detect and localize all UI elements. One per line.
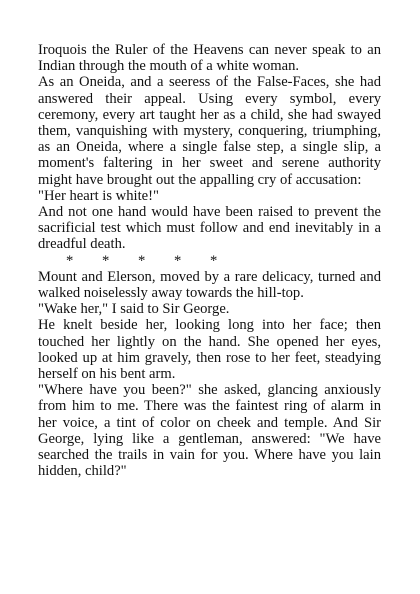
paragraph-wake-her: "Wake her," I said to Sir George. (38, 301, 230, 318)
section-break-star: * (66, 252, 74, 269)
paragraph-mount-and-elerson: Mount and Elerson, moved by a rare delicacy, turned and walked noiselessly away towards the hill-top. (38, 268, 381, 302)
paragraph-oneida-seeress: As an Oneida, and a seeress of the False-Faces, she had answered their appeal. Using every symbol, every ceremony, every art taught her as a child, she had swayed them, vanquishing with mystery, conquering, triumphing, as an Oneida, where a single false step, a single slip, a moment's faltering in her sweet and serene authority might have brought out the appalling cry of accusation: (38, 74, 381, 188)
section-break (38, 253, 381, 269)
paragraph-her-heart-is-white: "Her heart is white!" (38, 187, 159, 204)
book-page (38, 42, 381, 479)
paragraph-knelt-beside-her: He knelt beside her, looking long into her face; then touched her lightly on the hand. She opened her eyes, looked up at him gravely, then rose to her feet, steadying herself on his bent arm. (38, 317, 381, 383)
section-break-star: * (174, 252, 182, 269)
paragraph-where-have-you-been: "Where have you been?" she asked, glancing anxiously from him to me. There was the faintest ring of alarm in her voice, a tint of color on cheek and temple. And Sir George, lying like a gentleman, answered: "We have searched the trails in vain for you. Where have you lain hidden, child?" (38, 382, 381, 480)
section-break-star: * (138, 252, 146, 269)
section-break-star: * (210, 252, 218, 269)
paragraph-sacrificial-test: And not one hand would have been raised to prevent the sacrificial test which must follow and end inevitably in a dreadful death. (38, 204, 381, 253)
section-break-star: * (102, 252, 110, 269)
paragraph-ruler-of-heavens: Iroquois the Ruler of the Heavens can never speak to an Indian through the mouth of a white woman. (38, 42, 381, 75)
